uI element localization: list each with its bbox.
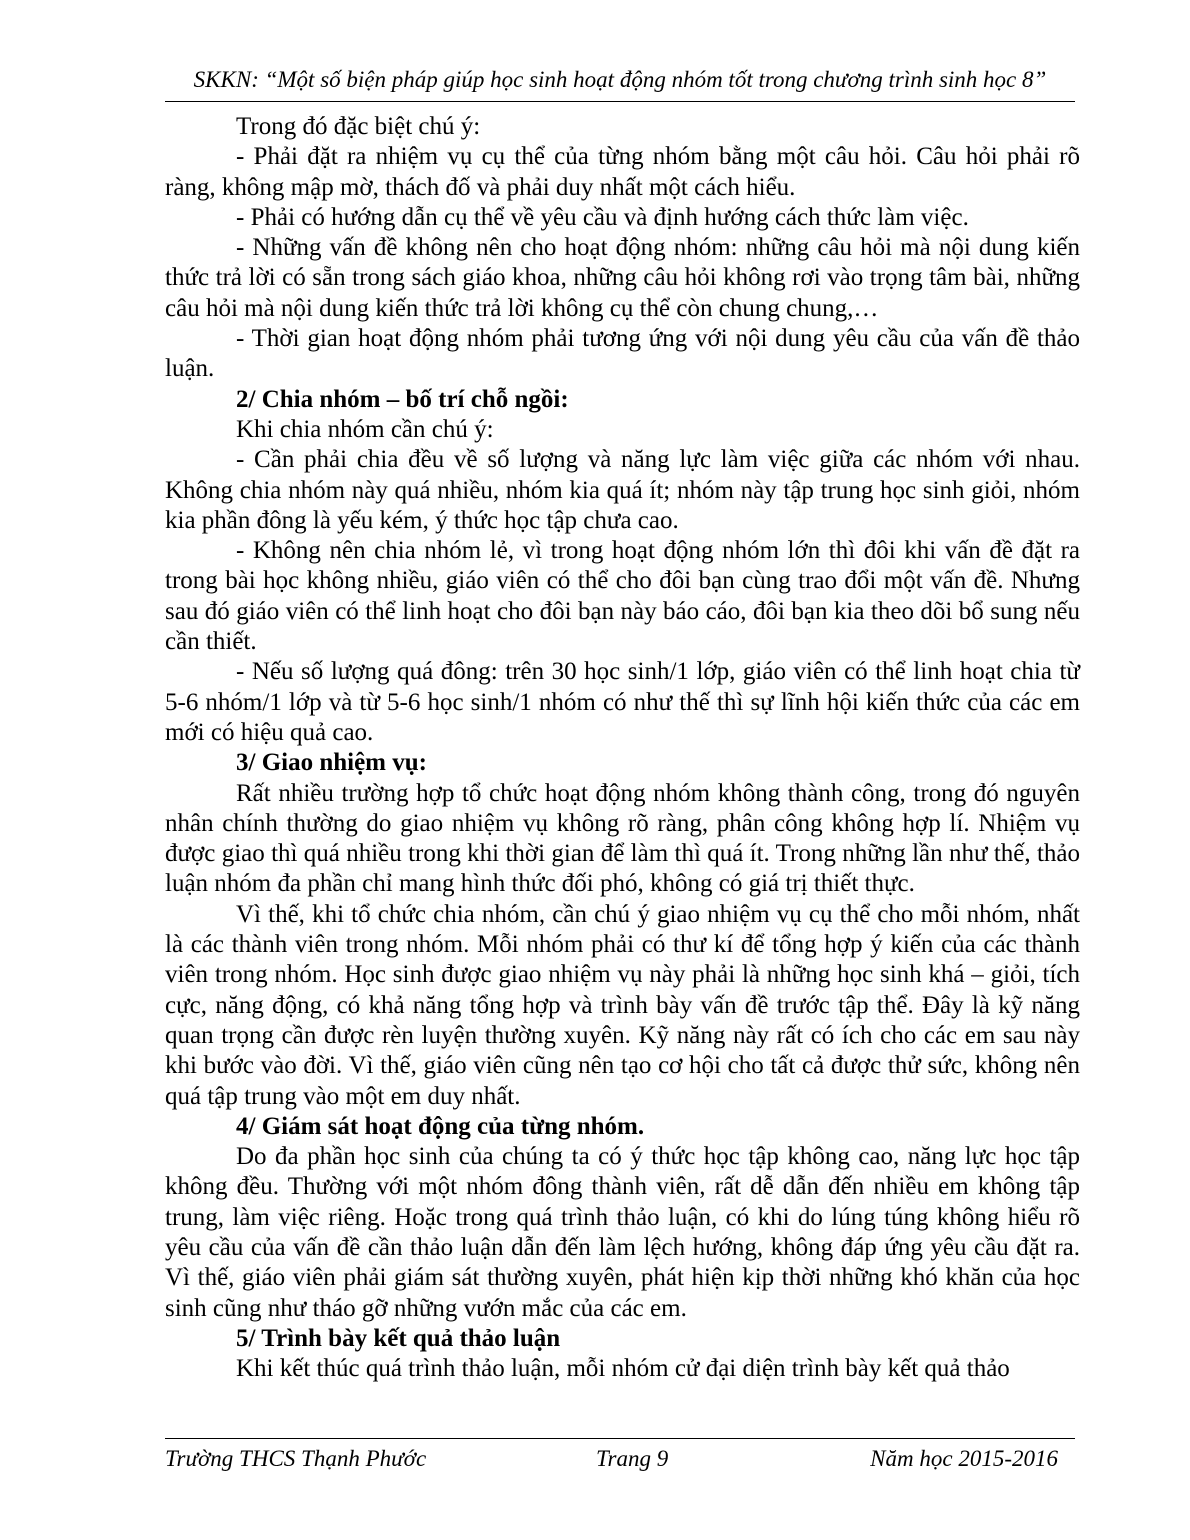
- paragraph: - Phải có hướng dẫn cụ thể về yêu cầu và định hướng cách thức làm việc.: [236, 203, 969, 231]
- running-header: SKKN: “Một số biện pháp giúp học sinh hoạt động nhóm tốt trong chương trình sinh học 8”: [193, 67, 1047, 92]
- footer-school-year: Năm học 2015-2016: [870, 1446, 1058, 1471]
- paragraph: Trong đó đặc biệt chú ý:: [236, 113, 481, 140]
- paragraph: Rất nhiều trường hợp tổ chức hoạt động nhóm không thành công, trong đó nguyên nhân chính thường do giao nhiệm vụ không rõ ràng, phân công không hợp lí. Nhiệm vụ được giao thì quá nhiều trong khi thời gian để làm thì quá ít. Trong những lần như thế, thảo luận nhóm đa phần chỉ mang hình thức đối phó, không có giá trị thiết thực.: [165, 779, 1080, 898]
- footer-school: Trường THCS Thạnh Phước: [165, 1446, 427, 1471]
- paragraph: - Phải đặt ra nhiệm vụ cụ thể của từng nhóm bằng một câu hỏi. Câu hỏi phải rõ ràng, không mập mờ, thách đố và phải duy nhất một cách hiểu.: [165, 143, 1080, 201]
- paragraph: Vì thế, khi tổ chức chia nhóm, cần chú ý giao nhiệm vụ cụ thể cho mỗi nhóm, nhất là các thành viên trong nhóm. Mỗi nhóm phải có thư kí để tổng hợp ý kiến của các thành viên trong nhóm. Học sinh được giao nhiệm vụ này phải là những học sinh khá – giỏi, tích cực, năng động, có khả năng tổng hợp và trình bày vấn đề trước tập thể. Đây là kỹ năng quan trọng cần được rèn luyện thường xuyên. Kỹ năng này rất có ích cho các em sau này khi bước vào đời. Vì thế, giáo viên cũng nên tạo cơ hội cho tất cả được thử sức, không nên quá tập trung vào một em duy nhất.: [165, 900, 1080, 1110]
- paragraph: Do đa phần học sinh của chúng ta có ý thức học tập không cao, năng lực học tập không đều. Thường với một nhóm đông thành viên, rất dễ dẫn đến nhiều em không tập trung, làm việc riêng. Hoặc trong quá trình thảo luận, có khi do lúng túng không hiểu rõ yêu cầu của vấn đề cần thảo luận dẫn đến làm lệch hướng, không đáp ứng yêu cầu đặt ra. Vì thế, giáo viên phải giám sát thường xuyên, phát hiện kịp thời những khó khăn của học sinh cũng như tháo gỡ những vướn mắc của các em.: [165, 1143, 1080, 1322]
- section-heading: 3/ Giao nhiệm vụ:: [236, 749, 427, 777]
- paragraph: Khi chia nhóm cần chú ý:: [236, 415, 494, 443]
- paragraph: - Thời gian hoạt động nhóm phải tương ứng với nội dung yêu cầu của vấn đề thảo luận.: [165, 325, 1080, 383]
- section-heading: 2/ Chia nhóm – bố trí chỗ ngồi:: [236, 385, 569, 413]
- footer-rule: [165, 1438, 1075, 1439]
- section-heading: 4/ Giám sát hoạt động của từng nhóm.: [236, 1112, 645, 1140]
- paragraph: - Nếu số lượng quá đông: trên 30 học sinh/1 lớp, giáo viên có thể linh hoạt chia từ 5-6 nhóm/1 lớp và từ 5-6 học sinh/1 nhóm có như thế thì sự lĩnh hội kiến thức của các em mới có hiệu quả cao.: [165, 658, 1080, 746]
- paragraph: - Không nên chia nhóm lẻ, vì trong hoạt động nhóm lớn thì đôi khi vấn đề đặt ra trong bài học không nhiều, giáo viên có thể cho đôi bạn cùng trao đổi một vấn đề. Nhưng sau đó giáo viên có thể linh hoạt cho đôi bạn này báo cáo, đôi bạn kia theo dõi bổ sung nếu cần thiết.: [165, 537, 1080, 656]
- header-rule: [165, 101, 1075, 102]
- document-body: [165, 112, 1080, 1384]
- paragraph: Khi kết thúc quá trình thảo luận, mỗi nhóm cử đại diện trình bày kết quả thảo: [236, 1355, 1010, 1383]
- footer-page-number: Trang 9: [596, 1446, 669, 1471]
- paragraph: - Những vấn đề không nên cho hoạt động nhóm: những câu hỏi mà nội dung kiến thức trả lời có sẵn trong sách giáo khoa, những câu hỏi không rơi vào trọng tâm bài, những câu hỏi mà nội dung kiến thức trả lời không cụ thể còn chung chung,…: [165, 234, 1080, 322]
- section-heading: 5/ Trình bày kết quả thảo luận: [236, 1324, 561, 1352]
- paragraph: - Cần phải chia đều về số lượng và năng lực làm việc giữa các nhóm với nhau. Không chia nhóm này quá nhiều, nhóm kia quá ít; nhóm này tập trung học sinh giỏi, nhóm kia phần đông là yếu kém, ý thức học tập chưa cao.: [165, 446, 1080, 534]
